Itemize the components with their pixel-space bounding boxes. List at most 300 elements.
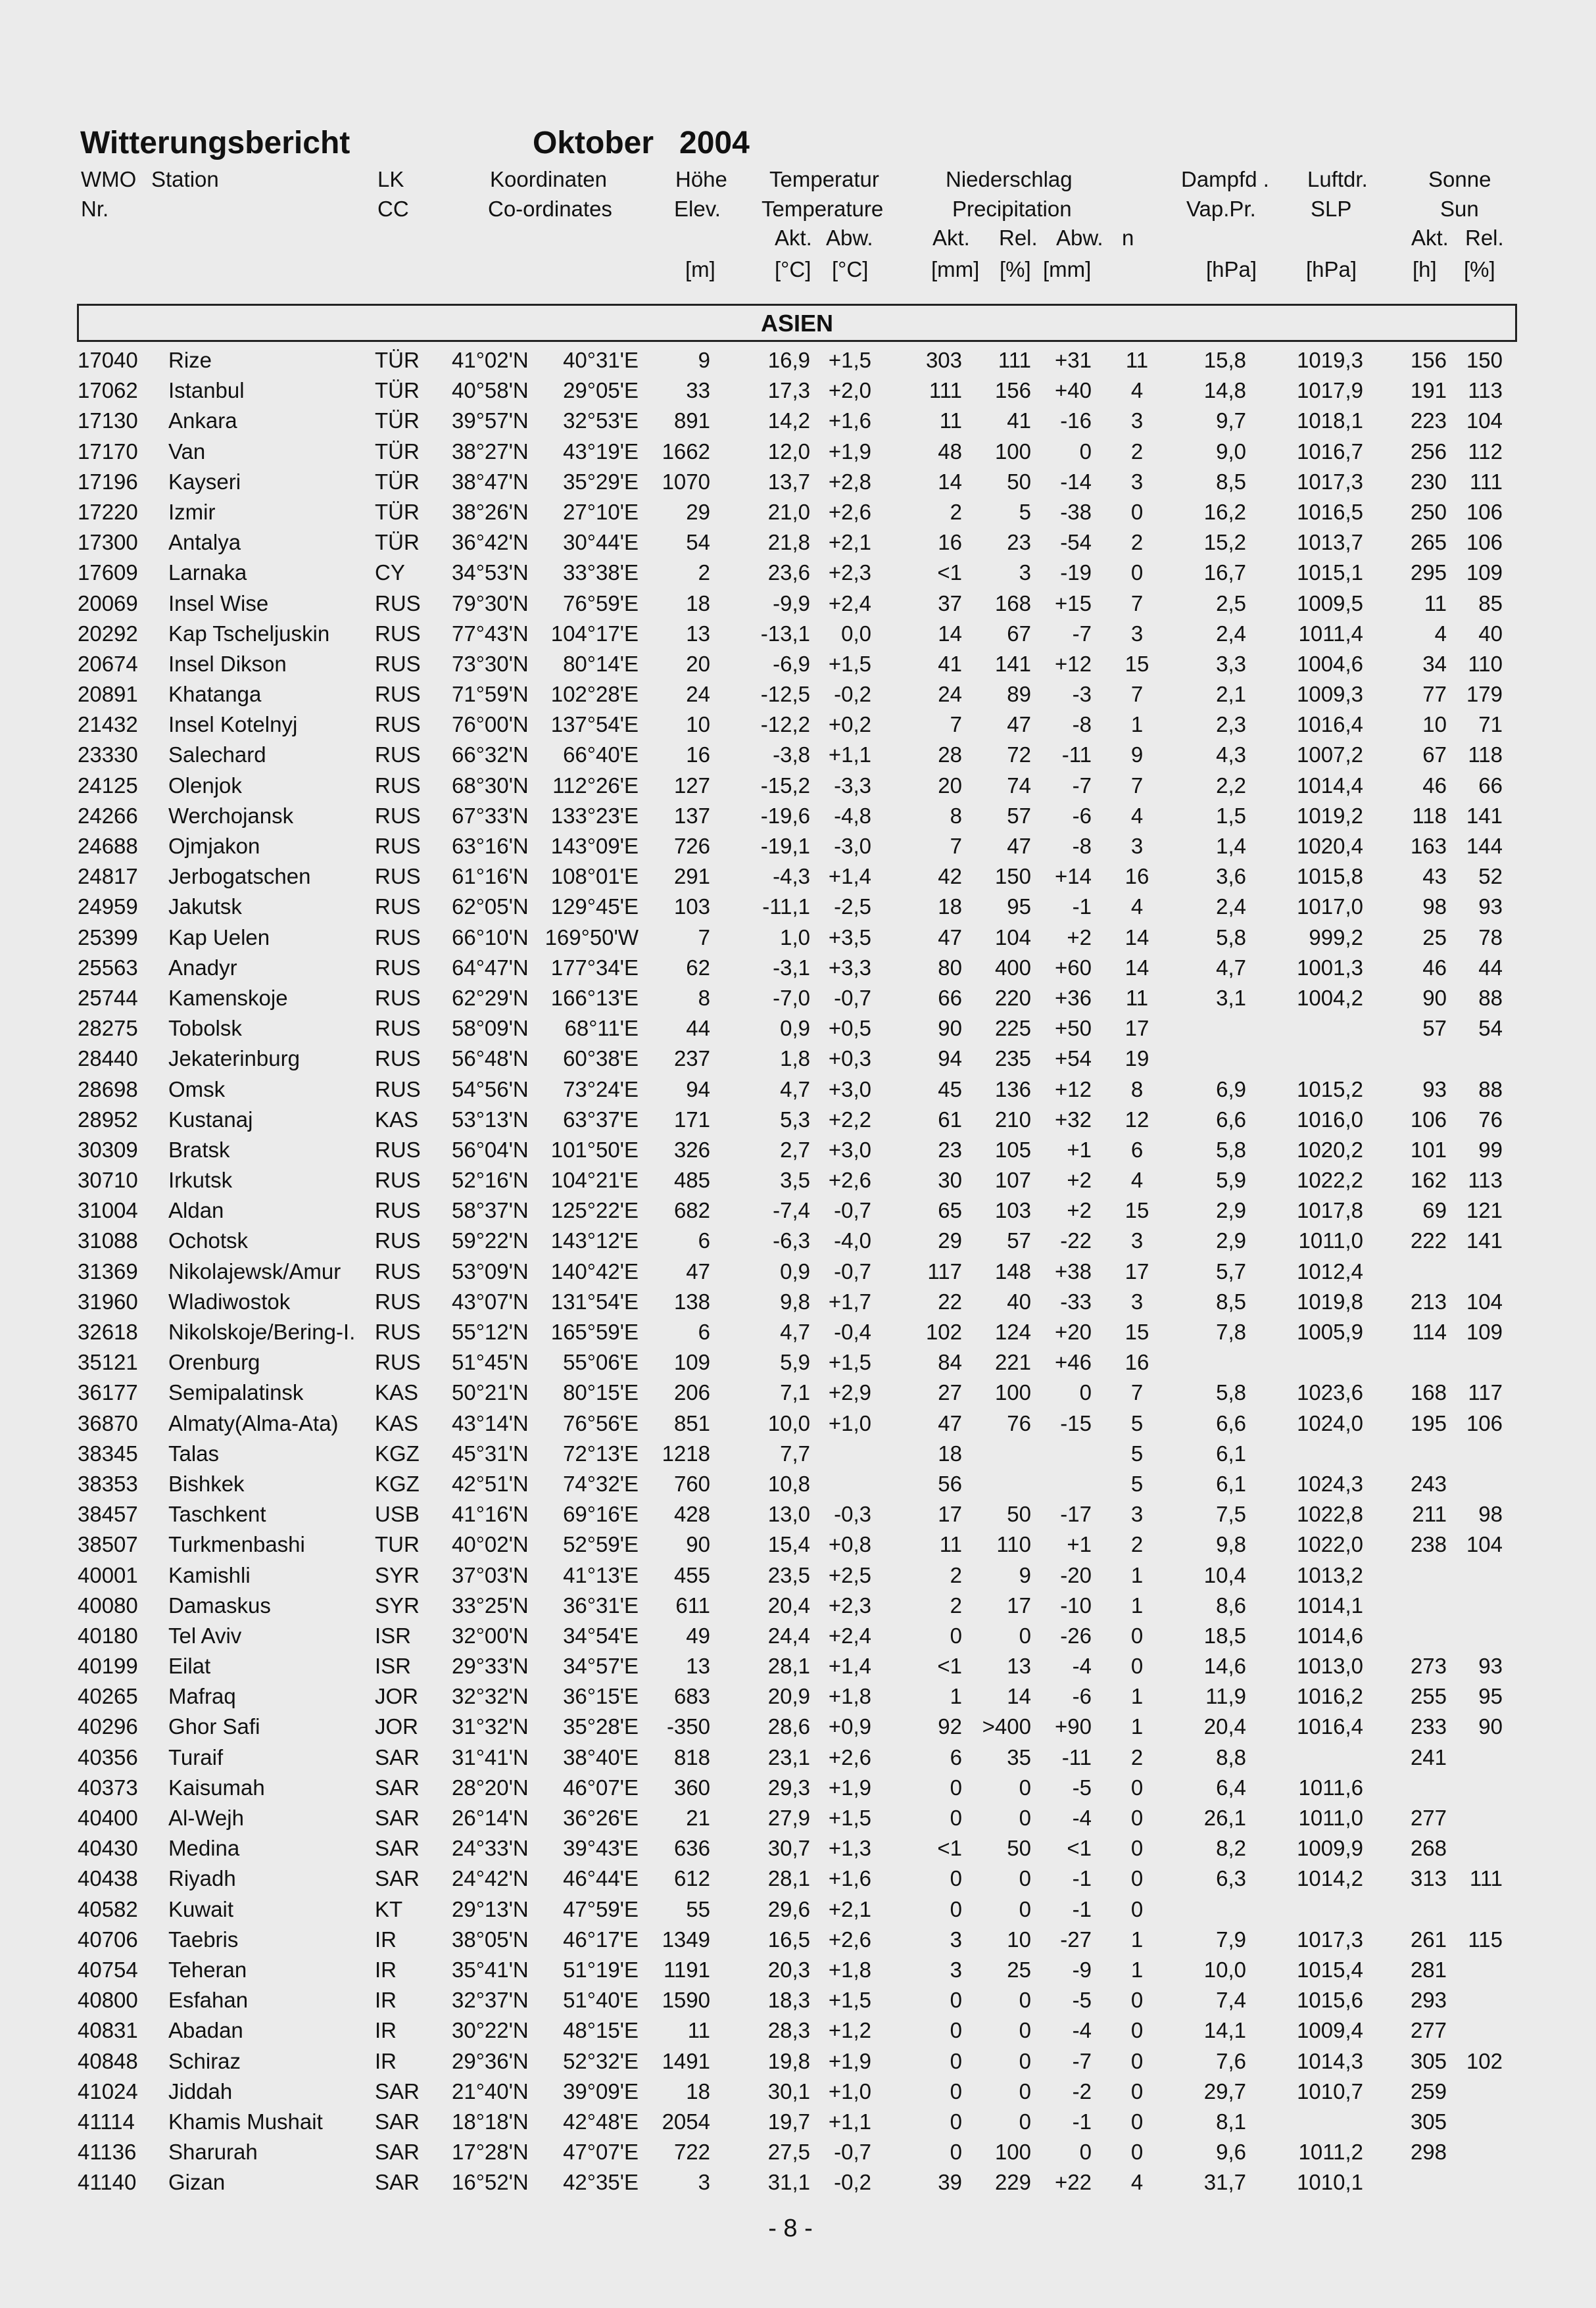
sun-hours: 255 (1410, 1684, 1447, 1709)
wmo-number: 24959 (78, 894, 138, 919)
sun-hours: 46 (1422, 955, 1447, 980)
header-sonne: Sonne (1428, 167, 1491, 191)
vapour-press: 15,8 (1203, 348, 1246, 372)
temp-actual: 4,7 (780, 1076, 810, 1101)
country-code: RUS (375, 1350, 421, 1375)
prec-anomaly: +36 (1055, 985, 1092, 1010)
latitude: 63°16'N (452, 834, 529, 858)
station-name: Turkmenbashi (168, 1532, 305, 1557)
prec-actual: 37 (938, 590, 962, 615)
station-name: Kustanaj (168, 1107, 253, 1132)
longitude: 30°44'E (563, 530, 639, 555)
wmo-number: 41114 (78, 2109, 135, 2134)
table-row (0, 771, 1596, 802)
sun-hours: 298 (1410, 2140, 1447, 2165)
latitude: 39°57'N (452, 408, 529, 433)
prec-days: 15 (1124, 1320, 1149, 1344)
station-name: Kamenskoje (168, 985, 288, 1010)
sea-level-press: 1019,8 (1297, 1289, 1363, 1314)
sea-level-press: 1011,2 (1298, 2140, 1363, 2165)
prec-actual: 11 (939, 408, 962, 433)
longitude: 143°09'E (550, 834, 639, 858)
table-row (0, 619, 1596, 650)
prec-actual: 39 (938, 2170, 962, 2195)
elevation: 1491 (662, 2048, 710, 2073)
sea-level-press: 1017,9 (1297, 378, 1363, 403)
prec-days: 7 (1130, 590, 1144, 615)
temp-anomaly: +1,0 (828, 2079, 871, 2104)
elevation: -350 (666, 1714, 710, 1739)
longitude: 166°13'E (550, 985, 639, 1010)
prec-actual: 0 (950, 2079, 962, 2104)
sea-level-press: 1013,7 (1297, 530, 1363, 555)
country-code: KGZ (375, 1471, 420, 1496)
temp-anomaly: +1,9 (828, 439, 871, 464)
prec-actual: 2 (950, 1562, 962, 1587)
wmo-number: 40848 (78, 2048, 138, 2073)
station-name: Wladiwostok (168, 1289, 291, 1314)
vapour-press: 3,3 (1216, 651, 1246, 676)
prec-days: 1 (1130, 1714, 1144, 1739)
elevation: 851 (673, 1410, 710, 1435)
table-row (0, 1044, 1596, 1074)
prec-anomaly: +22 (1055, 2170, 1092, 2195)
longitude: 29°05'E (563, 378, 639, 403)
station-name: Bratsk (168, 1137, 230, 1162)
vapour-press: 7,4 (1216, 1988, 1246, 2013)
elevation: 13 (686, 621, 710, 646)
sun-relative: 93 (1478, 1654, 1503, 1679)
prec-actual: 90 (938, 1016, 962, 1041)
wmo-number: 24817 (78, 864, 138, 889)
elevation: 360 (673, 1775, 710, 1800)
header-dampf-unit: [hPa] (1206, 257, 1257, 281)
station-name: Bishkek (168, 1471, 245, 1496)
country-code: KAS (375, 1107, 419, 1132)
latitude: 66°10'N (452, 925, 529, 950)
elevation: 611 (675, 1593, 710, 1618)
country-code: TÜR (375, 499, 420, 524)
vapour-press: 8,6 (1216, 1593, 1246, 1618)
country-code: SAR (375, 2170, 420, 2195)
prec-anomaly: -2 (1072, 2079, 1092, 2104)
wmo-number: 40831 (78, 2018, 138, 2043)
vapour-press: 8,5 (1216, 1289, 1246, 1314)
sun-hours: 233 (1410, 1714, 1447, 1739)
sun-relative: 110 (1468, 651, 1503, 676)
latitude: 56°48'N (452, 1046, 529, 1071)
prec-days: 16 (1124, 864, 1149, 889)
sea-level-press: 1015,2 (1297, 1076, 1363, 1101)
sun-hours: 25 (1422, 925, 1447, 950)
wmo-number: 40001 (78, 1562, 138, 1587)
prec-relative: 89 (1007, 682, 1031, 707)
prec-actual: 66 (938, 985, 962, 1010)
country-code: RUS (375, 955, 421, 980)
temp-actual: 2,7 (780, 1137, 810, 1162)
temp-anomaly: -2,5 (834, 894, 871, 919)
country-code: RUS (375, 621, 421, 646)
latitude: 41°16'N (452, 1502, 529, 1527)
temp-anomaly: +0,5 (828, 1016, 871, 1041)
prec-days: 2 (1130, 1532, 1144, 1557)
prec-actual: 11 (939, 1532, 962, 1557)
station-name: Khamis Mushait (168, 2109, 323, 2134)
header-prec-akt: Akt. (932, 226, 970, 250)
prec-days: 0 (1130, 2109, 1144, 2134)
elevation: 138 (673, 1289, 710, 1314)
temp-actual: 5,3 (780, 1107, 810, 1132)
prec-anomaly: -14 (1060, 469, 1092, 494)
sun-relative: 112 (1468, 439, 1503, 464)
sun-hours: 222 (1410, 1228, 1447, 1253)
prec-days: 0 (1130, 1775, 1144, 1800)
table-row (0, 832, 1596, 862)
country-code: KAS (375, 1380, 419, 1405)
temp-anomaly: -4,8 (834, 803, 871, 828)
prec-anomaly: -27 (1060, 1927, 1092, 1952)
elevation: 18 (686, 2079, 710, 2104)
country-code: JOR (375, 1684, 418, 1709)
prec-relative: 124 (994, 1320, 1031, 1344)
longitude: 76°56'E (563, 1410, 639, 1435)
prec-anomaly: +60 (1055, 955, 1092, 980)
prec-actual: 14 (938, 469, 962, 494)
station-name: Taebris (168, 1927, 239, 1952)
longitude: 102°28'E (550, 682, 639, 707)
latitude: 61°16'N (452, 864, 529, 889)
sun-hours: 162 (1410, 1168, 1447, 1193)
prec-actual: 3 (950, 1927, 962, 1952)
country-code: TÜR (375, 439, 420, 464)
table-row (0, 528, 1596, 558)
wmo-number: 40754 (78, 1957, 138, 1982)
sun-hours: 77 (1422, 682, 1447, 707)
sun-relative: 109 (1466, 1320, 1503, 1344)
header-sun-rel: Rel. (1465, 226, 1504, 250)
wmo-number: 40199 (78, 1654, 138, 1679)
station-name: Insel Kotelnyj (168, 712, 298, 737)
prec-actual: 84 (938, 1350, 962, 1375)
vapour-press: 3,1 (1216, 985, 1246, 1010)
prec-actual: 45 (938, 1076, 962, 1101)
table-row (0, 1409, 1596, 1439)
prec-anomaly: -38 (1060, 499, 1092, 524)
prec-actual: 102 (925, 1320, 962, 1344)
longitude: 108°01'E (550, 864, 639, 889)
prec-relative: 0 (1019, 2018, 1031, 2043)
temp-anomaly: +3,0 (828, 1137, 871, 1162)
prec-days: 3 (1130, 469, 1144, 494)
wmo-number: 31369 (78, 1259, 138, 1284)
table-row (0, 710, 1596, 740)
station-name: Almaty(Alma-Ata) (168, 1410, 339, 1435)
table-row (0, 1105, 1596, 1136)
elevation: 428 (673, 1502, 710, 1527)
vapour-press: 9,6 (1216, 2140, 1246, 2165)
elevation: 326 (673, 1137, 710, 1162)
prec-relative: 35 (1007, 1744, 1031, 1769)
table-row (0, 802, 1596, 832)
longitude: 73°24'E (563, 1076, 639, 1101)
header-koordinaten: Koordinaten (490, 167, 607, 191)
sun-relative: 115 (1468, 1927, 1503, 1952)
sea-level-press: 1014,6 (1297, 1623, 1363, 1648)
elevation: 90 (686, 1532, 710, 1557)
table-row (0, 1895, 1596, 1925)
wmo-number: 17300 (78, 530, 138, 555)
station-name: Jakutsk (168, 894, 242, 919)
longitude: 72°13'E (563, 1441, 639, 1466)
latitude: 29°36'N (452, 2048, 529, 2073)
prec-relative: 23 (1007, 530, 1031, 555)
report-title: Witterungsbericht (80, 126, 351, 160)
station-name: Sharurah (168, 2140, 258, 2165)
prec-actual: 0 (950, 1775, 962, 1800)
prec-relative: 50 (1007, 1502, 1031, 1527)
longitude: 104°17'E (550, 621, 639, 646)
longitude: 125°22'E (550, 1198, 639, 1223)
longitude: 133°23'E (550, 803, 639, 828)
country-code: RUS (375, 742, 421, 767)
sun-hours: 213 (1410, 1289, 1447, 1314)
latitude: 18°18'N (452, 2109, 529, 2134)
prec-actual: 0 (950, 1866, 962, 1891)
sun-hours: 168 (1410, 1380, 1447, 1405)
header-prec-abw: Abw. (1056, 226, 1103, 250)
elevation: 109 (673, 1350, 710, 1375)
elevation: 21 (686, 1806, 710, 1830)
wmo-number: 17170 (78, 439, 138, 464)
latitude: 50°21'N (452, 1380, 529, 1405)
sun-relative: 117 (1468, 1380, 1503, 1405)
temp-actual: 7,1 (780, 1380, 810, 1405)
wmo-number: 17220 (78, 499, 138, 524)
header-sun: Sun (1440, 197, 1479, 221)
temp-anomaly: +2,6 (828, 499, 871, 524)
prec-days: 15 (1124, 1198, 1149, 1223)
temp-actual: 21,0 (767, 499, 810, 524)
vapour-press: 8,2 (1216, 1836, 1246, 1861)
vapour-press: 7,8 (1216, 1320, 1246, 1344)
vapour-press: 2,4 (1216, 621, 1246, 646)
wmo-number: 40180 (78, 1623, 138, 1648)
prec-days: 0 (1130, 1806, 1144, 1830)
elevation: 6 (698, 1228, 710, 1253)
latitude: 40°02'N (452, 1532, 529, 1557)
wmo-number: 40438 (78, 1866, 138, 1891)
vapour-press: 16,2 (1203, 499, 1246, 524)
header-sun-akt: Akt. (1411, 226, 1449, 250)
station-name: Anadyr (168, 955, 237, 980)
prec-anomaly: -7 (1072, 2048, 1092, 2073)
table-row (0, 406, 1596, 437)
sun-hours: 238 (1410, 1532, 1447, 1557)
sun-relative: 106 (1466, 499, 1503, 524)
prec-relative: 229 (994, 2170, 1031, 2195)
sun-hours: 98 (1422, 894, 1447, 919)
prec-relative: 67 (1007, 621, 1031, 646)
vapour-press: 7,6 (1216, 2048, 1246, 2073)
sun-hours: 106 (1410, 1107, 1447, 1132)
temp-anomaly: +0,3 (828, 1046, 871, 1071)
prec-anomaly: -8 (1072, 712, 1092, 737)
prec-relative: 5 (1019, 499, 1031, 524)
temp-actual: 13,0 (767, 1502, 810, 1527)
temp-anomaly: +1,4 (828, 1654, 871, 1679)
header-sun-rel-unit: [%] (1464, 257, 1495, 281)
vapour-press: 5,8 (1216, 925, 1246, 950)
table-row (0, 1652, 1596, 1682)
country-code: RUS (375, 1289, 421, 1314)
prec-actual: 0 (950, 2109, 962, 2134)
country-code: RUS (375, 773, 421, 798)
sun-relative: 121 (1466, 1198, 1503, 1223)
prec-anomaly: -19 (1060, 560, 1092, 585)
table-row (0, 680, 1596, 710)
temp-actual: -19,1 (760, 834, 810, 858)
prec-days: 0 (1130, 560, 1144, 585)
prec-anomaly: +2 (1067, 1198, 1092, 1223)
latitude: 42°51'N (452, 1471, 529, 1496)
elevation: 49 (686, 1623, 710, 1648)
sun-relative: 40 (1478, 621, 1503, 646)
vapour-press: 2,4 (1216, 894, 1246, 919)
temp-actual: -12,5 (760, 682, 810, 707)
temp-actual: -15,2 (760, 773, 810, 798)
sun-hours: 230 (1410, 469, 1447, 494)
longitude: 101°50'E (550, 1137, 639, 1162)
wmo-number: 38345 (78, 1441, 138, 1466)
prec-anomaly: +20 (1055, 1320, 1092, 1344)
country-code: RUS (375, 985, 421, 1010)
temp-actual: 14,2 (767, 408, 810, 433)
temp-actual: -13,1 (760, 621, 810, 646)
prec-relative: 400 (994, 955, 1031, 980)
table-row (0, 1439, 1596, 1470)
sun-relative: 93 (1478, 894, 1503, 919)
vapour-press: 4,7 (1216, 955, 1246, 980)
wmo-number: 28275 (78, 1016, 138, 1041)
latitude: 66°32'N (452, 742, 529, 767)
station-name: Turaif (168, 1744, 224, 1769)
vapour-press: 8,1 (1216, 2109, 1246, 2134)
prec-relative: 72 (1007, 742, 1031, 767)
prec-days: 3 (1130, 1502, 1144, 1527)
wmo-number: 20069 (78, 590, 138, 615)
sun-hours: 69 (1422, 1198, 1447, 1223)
longitude: 68°11'E (564, 1016, 639, 1041)
temp-anomaly: +1,8 (828, 1684, 871, 1709)
wmo-number: 20292 (78, 621, 138, 646)
elevation: 13 (686, 1654, 710, 1679)
station-name: Kaisumah (168, 1775, 265, 1800)
prec-anomaly: -15 (1060, 1410, 1092, 1435)
wmo-number: 40080 (78, 1593, 138, 1618)
latitude: 41°02'N (452, 348, 529, 372)
table-row (0, 2047, 1596, 2077)
elevation: 44 (686, 1016, 710, 1041)
vapour-press: 29,7 (1203, 2079, 1246, 2104)
longitude: 46°44'E (563, 1866, 639, 1891)
prec-relative: 168 (994, 590, 1031, 615)
prec-anomaly: -10 (1060, 1593, 1092, 1618)
vapour-press: 6,3 (1216, 1866, 1246, 1891)
temp-anomaly: -3,0 (834, 834, 871, 858)
country-code: TÜR (375, 469, 420, 494)
prec-anomaly: -4 (1072, 1654, 1092, 1679)
temp-actual: 16,5 (767, 1927, 810, 1952)
header-luftdr: Luftdr. (1307, 167, 1368, 191)
station-name: Ojmjakon (168, 834, 260, 858)
sun-hours: 250 (1410, 499, 1447, 524)
elevation: 103 (673, 894, 710, 919)
temp-actual: -12,2 (760, 712, 810, 737)
country-code: RUS (375, 1228, 421, 1253)
vapour-press: 6,6 (1216, 1410, 1246, 1435)
table-row (0, 984, 1596, 1014)
prec-actual: 6 (950, 1744, 962, 1769)
elevation: 24 (686, 682, 710, 707)
latitude: 38°05'N (452, 1927, 529, 1952)
wmo-number: 40265 (78, 1684, 138, 1709)
country-code: RUS (375, 1198, 421, 1223)
temp-anomaly: +1,1 (828, 2109, 871, 2134)
sea-level-press: 1015,1 (1297, 560, 1363, 585)
longitude: 104°21'E (550, 1168, 639, 1193)
prec-relative: 25 (1007, 1957, 1031, 1982)
sun-hours: 259 (1410, 2079, 1447, 2104)
sun-relative: 95 (1478, 1684, 1503, 1709)
prec-actual: 0 (950, 2140, 962, 2165)
sun-hours: 313 (1410, 1866, 1447, 1891)
prec-actual: 18 (938, 1441, 962, 1466)
sun-hours: 163 (1410, 834, 1447, 858)
wmo-number: 40430 (78, 1836, 138, 1861)
wmo-number: 28952 (78, 1107, 138, 1132)
elevation: 94 (686, 1076, 710, 1101)
wmo-number: 40706 (78, 1927, 138, 1952)
sun-hours: 243 (1410, 1471, 1447, 1496)
country-code: RUS (375, 1320, 421, 1344)
sun-relative: 78 (1478, 925, 1503, 950)
sun-relative: 98 (1478, 1502, 1503, 1527)
latitude: 32°32'N (452, 1684, 529, 1709)
latitude: 17°28'N (452, 2140, 529, 2165)
prec-days: 5 (1130, 1410, 1144, 1435)
temp-actual: 4,7 (780, 1320, 810, 1344)
table-row (0, 650, 1596, 680)
sun-relative: 109 (1466, 560, 1503, 585)
vapour-press: 10,4 (1203, 1562, 1246, 1587)
prec-actual: 47 (938, 1410, 962, 1435)
prec-actual: <1 (937, 560, 962, 585)
longitude: 36°15'E (563, 1684, 639, 1709)
prec-relative: 0 (1019, 2079, 1031, 2104)
prec-relative: 47 (1007, 712, 1031, 737)
longitude: 131°54'E (550, 1289, 639, 1314)
temp-anomaly: +1,8 (828, 1957, 871, 1982)
prec-days: 0 (1130, 2018, 1144, 2043)
country-code: TÜR (375, 348, 420, 372)
prec-actual: 28 (938, 742, 962, 767)
vapour-press: 26,1 (1203, 1806, 1246, 1830)
table-row (0, 1682, 1596, 1712)
station-name: Jiddah (168, 2079, 233, 2104)
longitude: 39°43'E (563, 1836, 639, 1861)
temp-anomaly: -0,2 (834, 682, 871, 707)
prec-days: 1 (1130, 1562, 1144, 1587)
